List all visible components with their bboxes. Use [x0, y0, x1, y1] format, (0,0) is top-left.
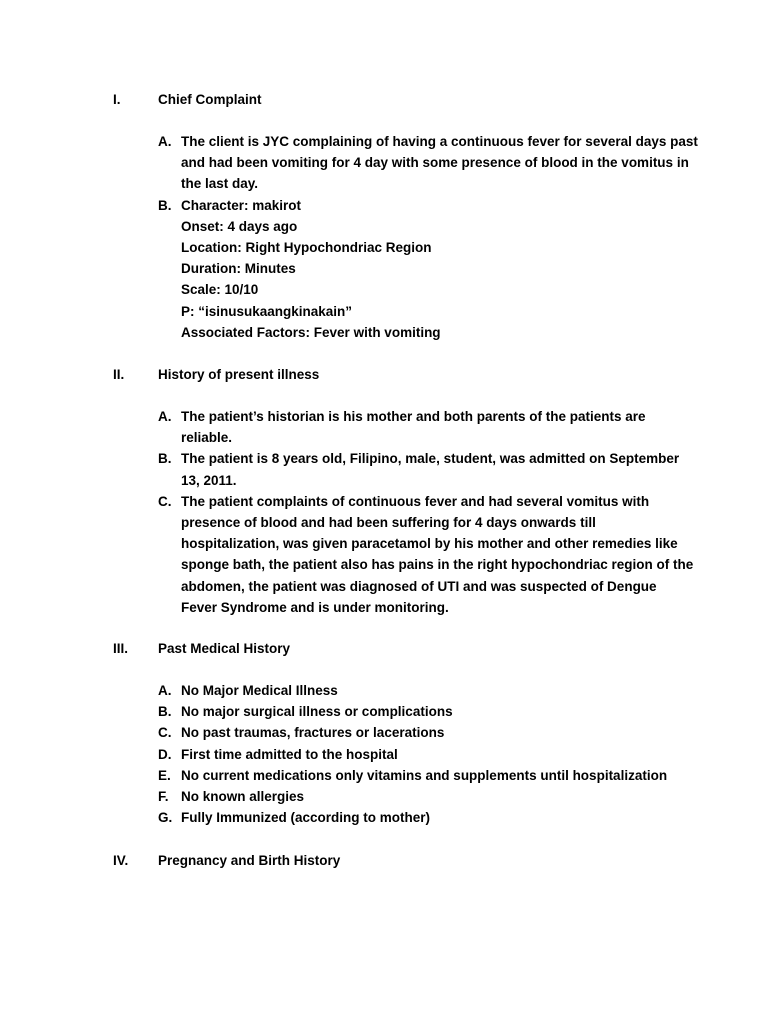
text-line: Associated Factors: Fever with vomiting: [181, 324, 441, 340]
list-item-text: [181, 448, 681, 490]
text-line: the last day.: [181, 176, 259, 192]
text-line: Location: Right Hypochondriac Region: [181, 240, 432, 256]
list-item-text: [181, 491, 694, 618]
list-item: [0, 765, 768, 786]
list-item-text: [181, 744, 681, 765]
list-item-text: [181, 722, 681, 743]
text-line: hospitalization, was given paracetamol by his mother and other remedies like: [181, 536, 678, 552]
list-item: [0, 448, 768, 490]
section-title: Past Medical History: [158, 641, 291, 656]
section-title: Pregnancy and Birth History: [158, 853, 341, 868]
list-marker: B.: [158, 704, 172, 720]
list-item: [0, 786, 768, 807]
list-item-text: [181, 680, 681, 701]
present-illness-list: [0, 406, 768, 618]
text-line: No current medications only vitamins and supplements until hospitalization: [181, 767, 668, 783]
text-line: No Major Medical Illness: [181, 683, 338, 698]
text-line: 13, 2011.: [181, 472, 237, 488]
text-line: Onset: 4 days ago: [181, 218, 298, 234]
text-line: First time admitted to the hospital: [181, 746, 398, 762]
text-line: P: “isinusukaangkinakain”: [181, 303, 353, 319]
list-marker: D.: [158, 746, 172, 762]
list-marker: A.: [158, 409, 172, 424]
past-medical-history-list: [0, 680, 768, 828]
list-item: [0, 195, 768, 343]
list-item-text: [181, 195, 681, 343]
list-item: [0, 131, 768, 195]
text-line: and had been vomiting for 4 day with some presence of blood in the vomitus in: [181, 155, 689, 171]
list-item: [0, 491, 768, 618]
list-item: [0, 680, 768, 701]
list-item-text: [181, 701, 681, 722]
text-line: The patient complaints of continuous fever and had several vomitus with: [181, 493, 650, 509]
chief-complaint-list: [0, 131, 768, 343]
text-line: Character: makirot: [181, 197, 302, 213]
text-line: presence of blood and had been suffering for 4 days onwards till: [181, 515, 596, 531]
list-item: [0, 701, 768, 722]
list-marker: B.: [158, 197, 172, 213]
text-line: sponge bath, the patient also has pains in the right hypochondriac region of the: [181, 557, 694, 573]
list-marker: A.: [158, 683, 172, 698]
list-item: [0, 744, 768, 765]
text-line: reliable.: [181, 430, 233, 446]
text-line: No major surgical illness or complications: [181, 704, 453, 720]
section-number: III.: [113, 641, 129, 656]
list-marker: A.: [158, 134, 172, 149]
section-heading-history-of-present-illness: [0, 364, 768, 385]
text-line: Scale: 10/10: [181, 282, 259, 298]
section-title: Chief Complaint: [158, 92, 262, 107]
list-marker: C.: [158, 725, 172, 741]
list-marker: C.: [158, 493, 172, 509]
text-line: Duration: Minutes: [181, 261, 296, 277]
list-marker: F.: [158, 789, 169, 805]
list-item: [0, 722, 768, 743]
list-marker: G.: [158, 810, 173, 826]
text-line: No known allergies: [181, 789, 305, 805]
list-item: [0, 406, 768, 448]
list-item-text: [181, 406, 681, 448]
list-marker: B.: [158, 451, 172, 467]
section-heading-chief-complaint: [0, 89, 768, 110]
text-line: The patient is 8 years old, Filipino, male, student, was admitted on September: [181, 451, 680, 467]
list-item-text: [181, 765, 681, 786]
text-line: The client is JYC complaining of having a continuous fever for several days past: [181, 134, 698, 149]
list-item-text: [181, 131, 698, 195]
section-number: IV.: [113, 853, 129, 868]
list-item-text: [181, 786, 681, 807]
text-line: The patient’s historian is his mother and both parents of the patients are: [181, 409, 646, 424]
section-number: II.: [113, 367, 125, 382]
text-line: No past traumas, fractures or lacerations: [181, 725, 445, 741]
section-number: I.: [113, 92, 121, 107]
section-heading-pregnancy-and-birth-history: [0, 850, 768, 871]
text-line: Fever Syndrome and is under monitoring.: [181, 599, 449, 615]
list-item-text: [181, 807, 681, 828]
list-item: [0, 807, 768, 828]
text-line: abdomen, the patient was diagnosed of UTI and was suspected of Dengue: [181, 578, 657, 594]
section-title: History of present illness: [158, 367, 320, 382]
section-heading-past-medical-history: [0, 638, 768, 659]
text-line: Fully Immunized (according to mother): [181, 810, 431, 826]
list-marker: E.: [158, 767, 171, 783]
